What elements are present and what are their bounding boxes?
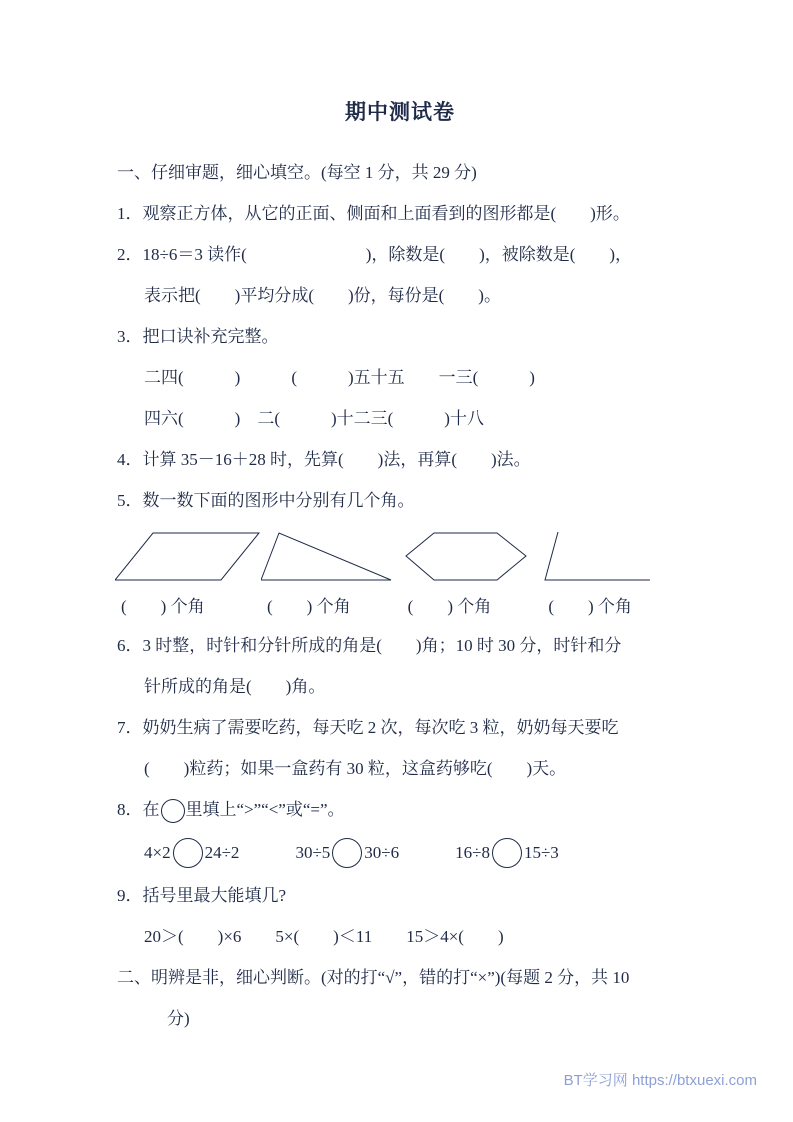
triangle-shape: [261, 529, 401, 585]
question-9: 9．括号里最大能填几?: [117, 886, 287, 906]
expression-right: 24÷2: [204, 843, 240, 863]
question-7-line1: 7．奶奶生病了需要吃药，每天吃 2 次，每次吃 3 粒，奶奶每天要吃: [117, 718, 619, 737]
comparison-circle: [173, 838, 203, 868]
section2-header-line2: 分): [167, 1009, 190, 1029]
shape-col-2: [261, 529, 402, 619]
question-2-line1: 2．18÷6＝3 读作( )，除数是( )，被除数是( )，: [117, 245, 633, 264]
expression-left: 30÷5: [295, 843, 331, 863]
shape-col-1: [115, 529, 261, 619]
comparison-item: [295, 838, 399, 868]
comparison-circle: [332, 838, 362, 868]
question-5-figures: [117, 529, 683, 619]
question-7-line2: ( )粒药；如果一盒药有 30 粒，这盒药够吃( )天。: [144, 759, 567, 778]
angle-count-label: ( ) 个角: [548, 597, 632, 616]
paper-content: [117, 96, 683, 1047]
parallelogram-shape: [115, 529, 261, 585]
section1-header: 一、仔细审题，细心填空。(每空 1 分，共 29 分): [117, 163, 477, 182]
section2-header-line1: 二、明辨是非，细心判断。(对的打“√”，错的打“×”)(每题 2 分，共 10: [117, 968, 630, 988]
question-3: 3．把口诀补充完整。: [117, 327, 279, 346]
question-2-line2: 表示把( )平均分成( )份，每份是( )。: [144, 286, 501, 305]
angle-count-label: ( ) 个角: [267, 597, 351, 616]
inequality-item: 20＞( )×6: [144, 927, 242, 947]
comparison-item: [455, 838, 559, 868]
hexagon-shape: [402, 529, 530, 585]
angle-count-label: ( ) 个角: [121, 597, 205, 616]
shapes-row: [115, 529, 683, 619]
shape-col-4: [542, 529, 683, 619]
question-8-comparisons: [117, 838, 683, 868]
question-8: [117, 797, 683, 823]
question-6-line2: 针所成的角是( )角。: [144, 677, 326, 696]
question-6-line1: 6．3 时整，时针和分针所成的角是( )角；10 时 30 分，时针和分: [117, 636, 622, 655]
footer-watermark: BT学习网 https://btxuexi.com: [563, 1072, 757, 1089]
shape-col-3: [402, 529, 543, 619]
angle-shape: [542, 529, 656, 585]
expression-right: 30÷6: [364, 843, 400, 863]
inequality-item: 15＞4×( ): [406, 927, 504, 947]
question-8-suffix: 里填上“>”“<”或“=”。: [185, 800, 345, 819]
expression-right: 15÷3: [523, 843, 559, 863]
question-8-prefix: 8．在: [117, 800, 160, 819]
inequality-item: 5×( )＜11: [275, 927, 373, 947]
expression-left: 16÷8: [455, 843, 490, 863]
question-3-row1: 二四( ) ( )五十五 一三( ): [144, 368, 535, 387]
comparison-circle-example: [161, 799, 185, 823]
question-4: 4．计算 35－16＋28 时，先算( )法，再算( )法。: [117, 450, 531, 469]
question-1: 1．观察正方体，从它的正面、侧面和上面看到的图形都是( )形。: [117, 204, 630, 223]
question-5: 5．数一数下面的图形中分别有几个角。: [117, 491, 415, 510]
page-title: 期中测试卷: [345, 101, 455, 124]
comparison-circle: [492, 838, 522, 868]
comparison-item: [144, 838, 239, 868]
question-3-row2: 四六( ) 二( )十二三( )十八: [144, 409, 484, 428]
expression-left: 4×2: [144, 843, 171, 863]
angle-count-label: ( ) 个角: [407, 597, 492, 616]
question-9-items: [117, 924, 683, 950]
